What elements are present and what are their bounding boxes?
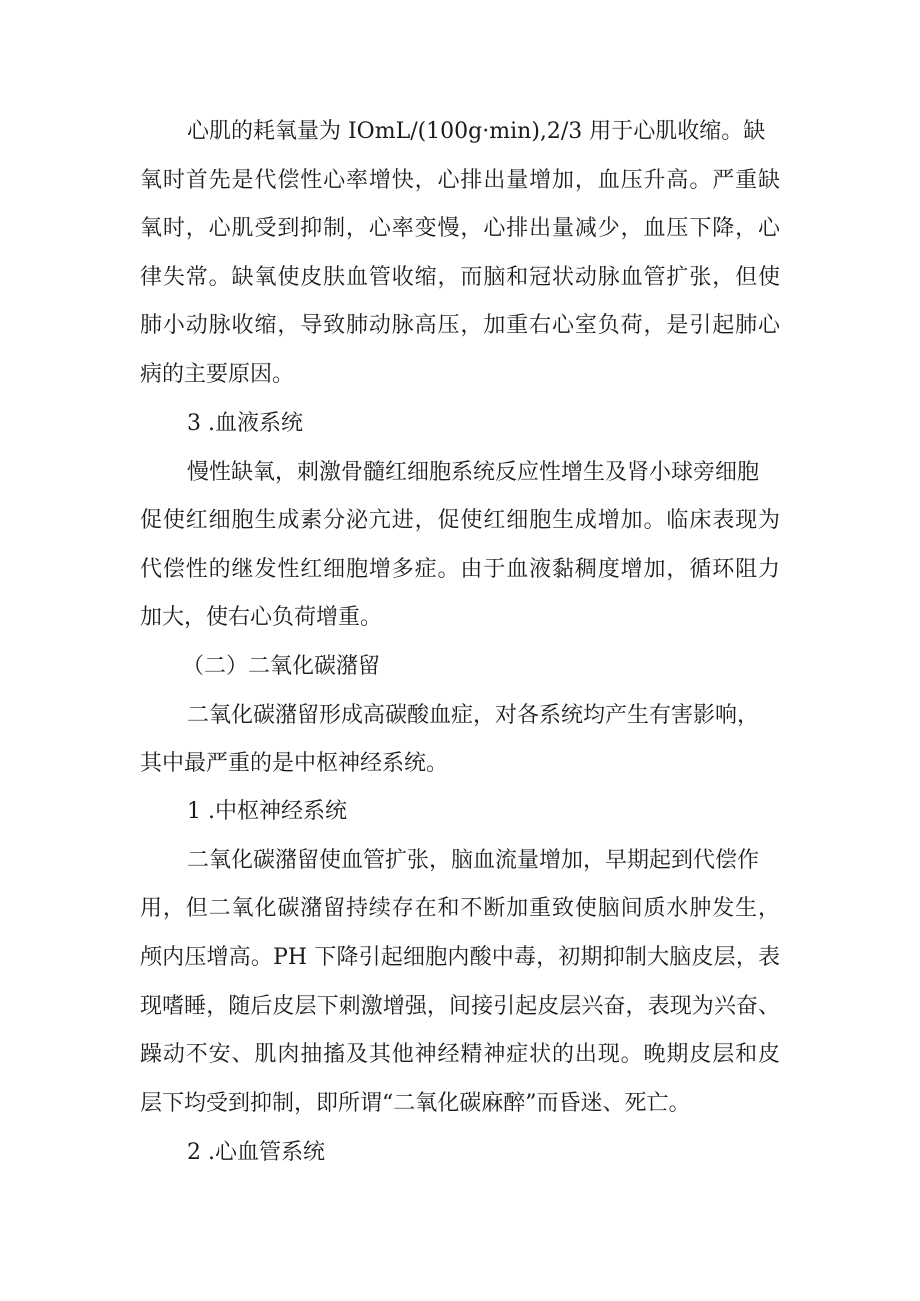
text-line: 现嗜睡，随后皮层下刺激增强，间接引起皮层兴奋，表现为兴奋、 xyxy=(140,994,780,1019)
text-line: 慢性缺氧，刺激骨髓红细胞系统反应性增生及肾小球旁细胞 xyxy=(187,460,760,485)
text-line: 躁动不安、肌肉抽搐及其他神经精神症状的出现。晚期皮层和皮 xyxy=(140,1042,780,1067)
text-line: 律失常。缺氧使皮肤血管收缩，而脑和冠状动脉血管扩张，但使 xyxy=(140,265,780,290)
text-line: 加大，使右心负荷增重。 xyxy=(140,605,383,630)
text-line: 用，但二氧化碳潴留持续存在和不断加重致使脑间质水肿发生， xyxy=(140,896,780,921)
text-line: 二氧化碳潴留使血管扩张，脑血流量增加，早期起到代偿作 xyxy=(187,848,760,873)
text-line: 二氧化碳潴留形成高碳酸血症，对各系统均产生有害影响， xyxy=(187,703,760,728)
text-line: 病的主要原因。 xyxy=(140,362,295,387)
text-line: 心肌的耗氧量为 IOmL/(100g·min),2/3 用于心肌收缩。缺 xyxy=(187,119,766,144)
text-line: 颅内压增高。PH 下降引起细胞内酸中毒，初期抑制大脑皮层，表 xyxy=(140,945,780,970)
text-line: 代偿性的继发性红细胞增多症。由于血液黏稠度增加，循环阻力 xyxy=(140,557,780,582)
text-line: 促使红细胞生成素分泌亢进，促使红细胞生成增加。临床表现为 xyxy=(140,508,780,533)
text-line: 其中最严重的是中枢神经系统。 xyxy=(140,751,449,776)
section-heading: 3 .血液系统 xyxy=(187,411,303,436)
text-line: 肺小动脉收缩，导致肺动脉高压，加重右心室负荷，是引起肺心 xyxy=(140,313,780,338)
text-line: 层下均受到抑制，即所谓“二氧化碳麻醉”而昏迷、死亡。 xyxy=(140,1091,691,1116)
text-line: 氧时，心肌受到抑制，心率变慢，心排出量减少，血压下降，心 xyxy=(140,216,780,241)
section-heading: 2 .心血管系统 xyxy=(187,1140,325,1165)
text-line: 氧时首先是代偿性心率增快，心排出量增加，血压升高。严重缺 xyxy=(140,168,780,193)
section-heading: 1 .中枢神经系统 xyxy=(187,799,347,824)
section-heading: （二）二氧化碳潴留 xyxy=(182,654,381,679)
